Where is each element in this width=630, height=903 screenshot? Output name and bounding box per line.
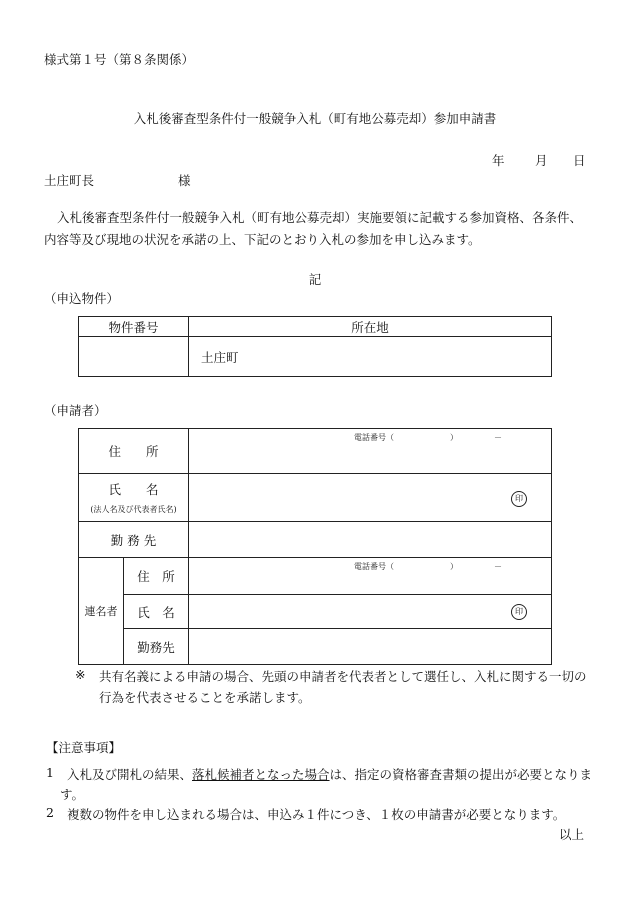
address-label: 住 所 [79, 429, 189, 474]
applicant-table [78, 428, 552, 665]
seal-mark: 印 [511, 491, 527, 507]
property-col-number: 物件番号 [79, 317, 189, 337]
caution-1-continuation: す。 [60, 787, 85, 802]
caution-2-number: 2 [46, 805, 54, 820]
end-mark: 以上 [559, 827, 585, 842]
intro-paragraph: 入札後審査型条件付一般競争入札（町有地公募売却）実施要領に記載する参加資格、各条件、内容等及び現地の状況を承諾の上、下記のとおり入札の参加を申し込みます。 [44, 210, 583, 247]
ki-marker [0, 270, 630, 288]
date-day: 日 [573, 153, 586, 168]
note-mark: ※ [75, 667, 86, 682]
workplace-cell[interactable] [189, 522, 552, 558]
ki-text: 記 [308, 272, 322, 287]
addressee-name: 土庄町長 [44, 173, 95, 188]
cautions-heading: 【注意事項】 [46, 740, 122, 755]
joint-workplace-cell[interactable] [189, 629, 552, 665]
joint-workplace-label: 勤務先 [124, 629, 189, 665]
workplace-label: 勤 務 先 [79, 522, 189, 558]
property-table [78, 316, 552, 377]
note-line1: 共有名義による申請の場合、先頭の申請者を代表者として選任し、入札に関する一切の [99, 669, 587, 684]
joint-phone-label: 電話番号（ ） － [354, 562, 502, 571]
phone-label: 電話番号（ ） － [354, 433, 502, 442]
joint-address-label: 住 所 [124, 558, 189, 595]
form-number: 様式第１号（第８条関係） [44, 52, 195, 67]
property-heading: （申込物件） [44, 291, 120, 306]
note-line2: 行為を代表させることを承諾します。 [99, 690, 311, 705]
joint-name-label: 氏 名 [124, 595, 189, 629]
applicant-heading: （申請者） [44, 403, 107, 418]
property-col-location: 所在地 [189, 317, 552, 337]
title-text: 入札後審査型条件付一般競争入札（町有地公募売却）参加申請書 [133, 111, 497, 126]
page-title [0, 109, 630, 127]
joint-name-cell[interactable] [189, 595, 552, 629]
joint-address-cell[interactable] [189, 558, 552, 595]
joint-seal-mark: 印 [511, 604, 527, 620]
caution-1-underlined: 落札候補者となった場合 [192, 767, 330, 782]
addressee-honorific: 様 [178, 173, 191, 188]
address-cell[interactable] [189, 429, 552, 474]
name-cell[interactable] [189, 474, 552, 522]
name-label: 氏 名 [108, 482, 159, 497]
joint-label: 連名者 [79, 558, 124, 665]
property-location-cell[interactable]: 土庄町 [189, 337, 552, 377]
caution-1-number: 1 [46, 765, 54, 780]
caution-1-text [67, 765, 592, 783]
property-number-cell[interactable] [79, 337, 189, 377]
caution-1-pre: 入札及び開札の結果、 [67, 767, 193, 782]
name-sub-label: (法人名及び代表者氏名) [90, 505, 177, 514]
date-year: 年 [492, 153, 505, 168]
name-label-cell [79, 474, 189, 522]
caution-2-text: 複数の物件を申し込まれる場合は、申込み１件につき、１枚の申請書が必要となります。 [67, 807, 566, 822]
caution-1-post: は、指定の資格審査書類の提出が必要となりま [329, 767, 593, 782]
date-month: 月 [535, 153, 548, 168]
